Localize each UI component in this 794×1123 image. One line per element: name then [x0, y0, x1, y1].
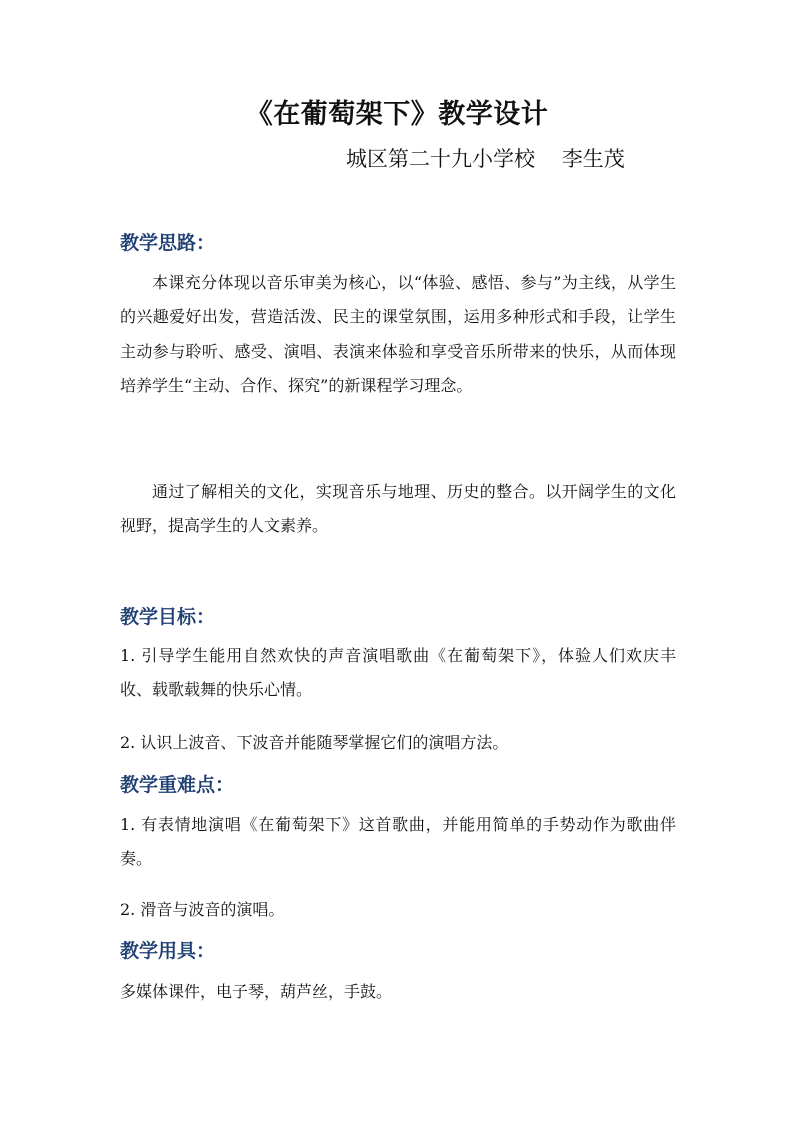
section-heading-tools: 教学用具： — [120, 940, 216, 962]
objective-item-2: 2. 认识上波音、下波音并能随琴掌握它们的演唱方法。 — [120, 733, 509, 752]
author-line: 城区第二十九小学校 李生茂 — [346, 147, 625, 171]
section-heading-objectives: 教学目标： — [120, 606, 216, 628]
section-heading-key-points: 教学重难点： — [120, 774, 235, 796]
tools-text: 多媒体课件，电子琴，葫芦丝，手鼓。 — [120, 982, 393, 1001]
key-point-item-1: 1. 有表情地演唱《在葡萄架下》这首歌曲，并能用简单的手势动作为歌曲伴奏。 — [120, 815, 676, 868]
approach-paragraph-2: 通过了解相关的文化，实现音乐与地理、历史的整合。以开阔学生的文化视野，提高学生的人文素养。 — [120, 482, 676, 536]
document-title: 《在葡萄架下》教学设计 — [245, 99, 549, 130]
section-heading-approach: 教学思路： — [120, 232, 216, 254]
approach-paragraph-1: 本课充分体现以音乐审美为核心，以“体验、感悟、参与”为主线，从学生的兴趣爱好出发，营造活泼、民主的课堂氛围，运用多种形式和手段，让学生主动参与聆听、感受、演唱、表演来体验和享受音乐所带来的快乐，从而体现培养学生“主动、合作、探究”的新课程学习理念。 — [120, 273, 676, 396]
objective-item-1: 1. 引导学生能用自然欢快的声音演唱歌曲《在葡萄架下》，体验人们欢庆丰收、载歌载舞的快乐心情。 — [120, 646, 676, 699]
key-point-item-2: 2. 滑音与波音的演唱。 — [120, 900, 285, 919]
